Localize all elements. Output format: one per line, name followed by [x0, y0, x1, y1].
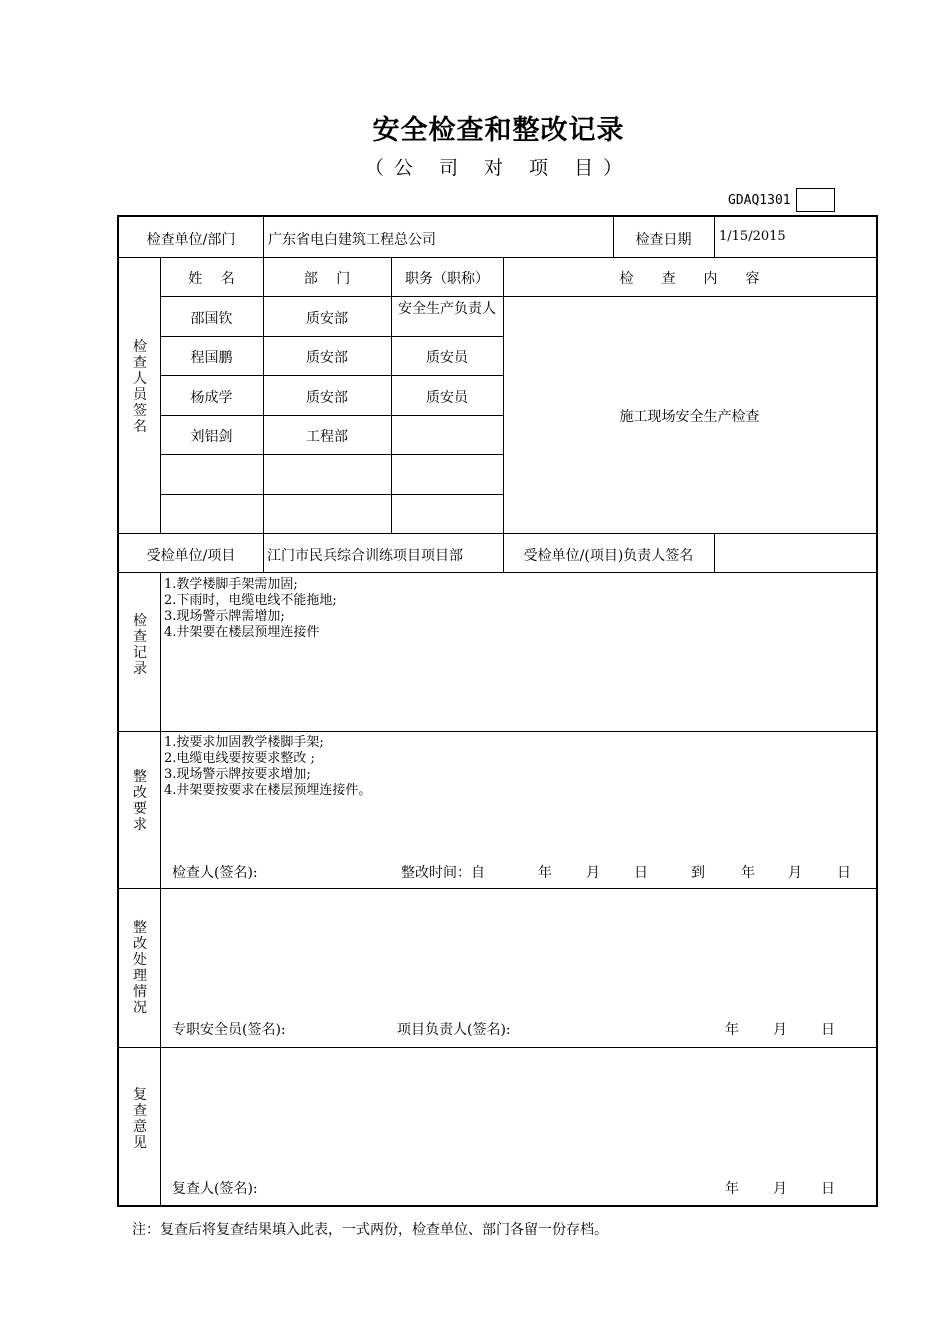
inspector-dept[interactable]: 质安部 — [306, 350, 348, 366]
start-year-label: 年 — [538, 865, 552, 881]
review-day-label: 日 — [821, 1181, 835, 1197]
inspection-date-value[interactable]: 1/15/2015 — [719, 229, 786, 244]
inspector-dept[interactable]: 质安部 — [306, 311, 348, 327]
inspector-dept[interactable]: 质安部 — [306, 390, 348, 406]
record-line: 4.井架要在楼层预埋连接件 — [164, 625, 320, 640]
inspection-unit-value[interactable]: 广东省电白建筑工程总公司 — [268, 232, 436, 248]
inspector-name[interactable]: 邵国钦 — [190, 311, 233, 327]
inspector-name[interactable]: 刘铝剑 — [190, 429, 233, 445]
inspector-title[interactable]: 质安员 — [426, 350, 468, 366]
form-number-box[interactable] — [796, 188, 835, 212]
rectify-req-side-label: 整改要求 — [133, 769, 147, 833]
review-side-label: 复查意见 — [133, 1087, 147, 1151]
review-month-label: 月 — [773, 1181, 787, 1197]
end-day-label: 日 — [837, 865, 851, 881]
inspector-title[interactable]: 安全生产负责人 — [398, 301, 496, 317]
form-subtitle: （公 司 对 项 目） — [364, 157, 633, 179]
rectify-req-text[interactable] — [164, 735, 371, 799]
inspection-unit-label: 检查单位/部门 — [146, 232, 236, 248]
form-code: GDAQ1301 — [728, 193, 791, 208]
record-side-label: 检查记录 — [133, 613, 147, 677]
inspection-date-label: 检查日期 — [635, 232, 692, 248]
record-line: 3.现场警示牌需增加; — [164, 609, 285, 624]
rectify-req-line: 4.井架要按要求在楼层预埋连接件。 — [164, 783, 372, 798]
start-month-label: 月 — [586, 865, 600, 881]
record-line: 1.教学楼脚手架需加固; — [164, 577, 298, 592]
col-name-header: 姓 名 — [188, 271, 235, 287]
inspected-sign-field[interactable] — [715, 534, 876, 572]
inspector-name[interactable]: 杨成学 — [190, 390, 233, 406]
col-title-header: 职务（职称） — [405, 271, 489, 287]
record-text[interactable] — [164, 577, 337, 641]
inspectors-side-label: 检查人员签名 — [133, 339, 147, 435]
inspected-unit-value[interactable]: 江门市民兵综合训练项目项目部 — [267, 548, 463, 564]
rectify-status-side-label: 整改处理情况 — [133, 920, 147, 1016]
inspected-unit-label: 受检单位/项目 — [146, 548, 236, 564]
reviewer-sign-label: 复查人(签名): — [172, 1181, 258, 1197]
start-day-label: 日 — [634, 865, 648, 881]
status-month-label: 月 — [773, 1022, 787, 1038]
safety-officer-sign-label: 专职安全员(签名): — [172, 1022, 286, 1038]
footnote: 注：复查后将复查结果填入此表，一式两份，检查单位、部门各留一份存档。 — [132, 1222, 608, 1238]
inspected-sign-label: 受检单位/(项目)负责人签名 — [523, 548, 694, 564]
status-year-label: 年 — [725, 1022, 739, 1038]
rectify-time-label: 整改时间：自 — [401, 865, 485, 881]
col-dept-header: 部 门 — [303, 271, 351, 287]
end-month-label: 月 — [788, 865, 802, 881]
col-content-header: 检 查 内 容 — [619, 271, 760, 287]
record-line: 2.下雨时，电缆电线不能拖地; — [164, 593, 337, 608]
rectify-req-line: 1.按要求加固教学楼脚手架; — [164, 735, 324, 750]
rectify-req-line: 2.电缆电线要按要求整改 ; — [164, 751, 315, 766]
project-manager-sign-label: 项目负责人(签名): — [397, 1022, 511, 1038]
rectify-req-line: 3.现场警示牌按要求增加; — [164, 767, 311, 782]
inspector-dept[interactable]: 工程部 — [306, 429, 348, 445]
review-year-label: 年 — [725, 1181, 739, 1197]
inspection-content[interactable]: 施工现场安全生产检查 — [619, 409, 760, 425]
form-title: 安全检查和整改记录 — [372, 115, 625, 146]
status-day-label: 日 — [821, 1022, 835, 1038]
to-label: 到 — [691, 865, 705, 881]
review-field[interactable] — [161, 1048, 876, 1163]
rectify-status-field[interactable] — [161, 889, 876, 1004]
form-table — [117, 215, 878, 1207]
end-year-label: 年 — [741, 865, 755, 881]
inspector-name[interactable]: 程国鹏 — [190, 350, 233, 366]
inspector-title[interactable]: 质安员 — [426, 390, 468, 406]
inspector-sign-label: 检查人(签名): — [172, 865, 258, 881]
